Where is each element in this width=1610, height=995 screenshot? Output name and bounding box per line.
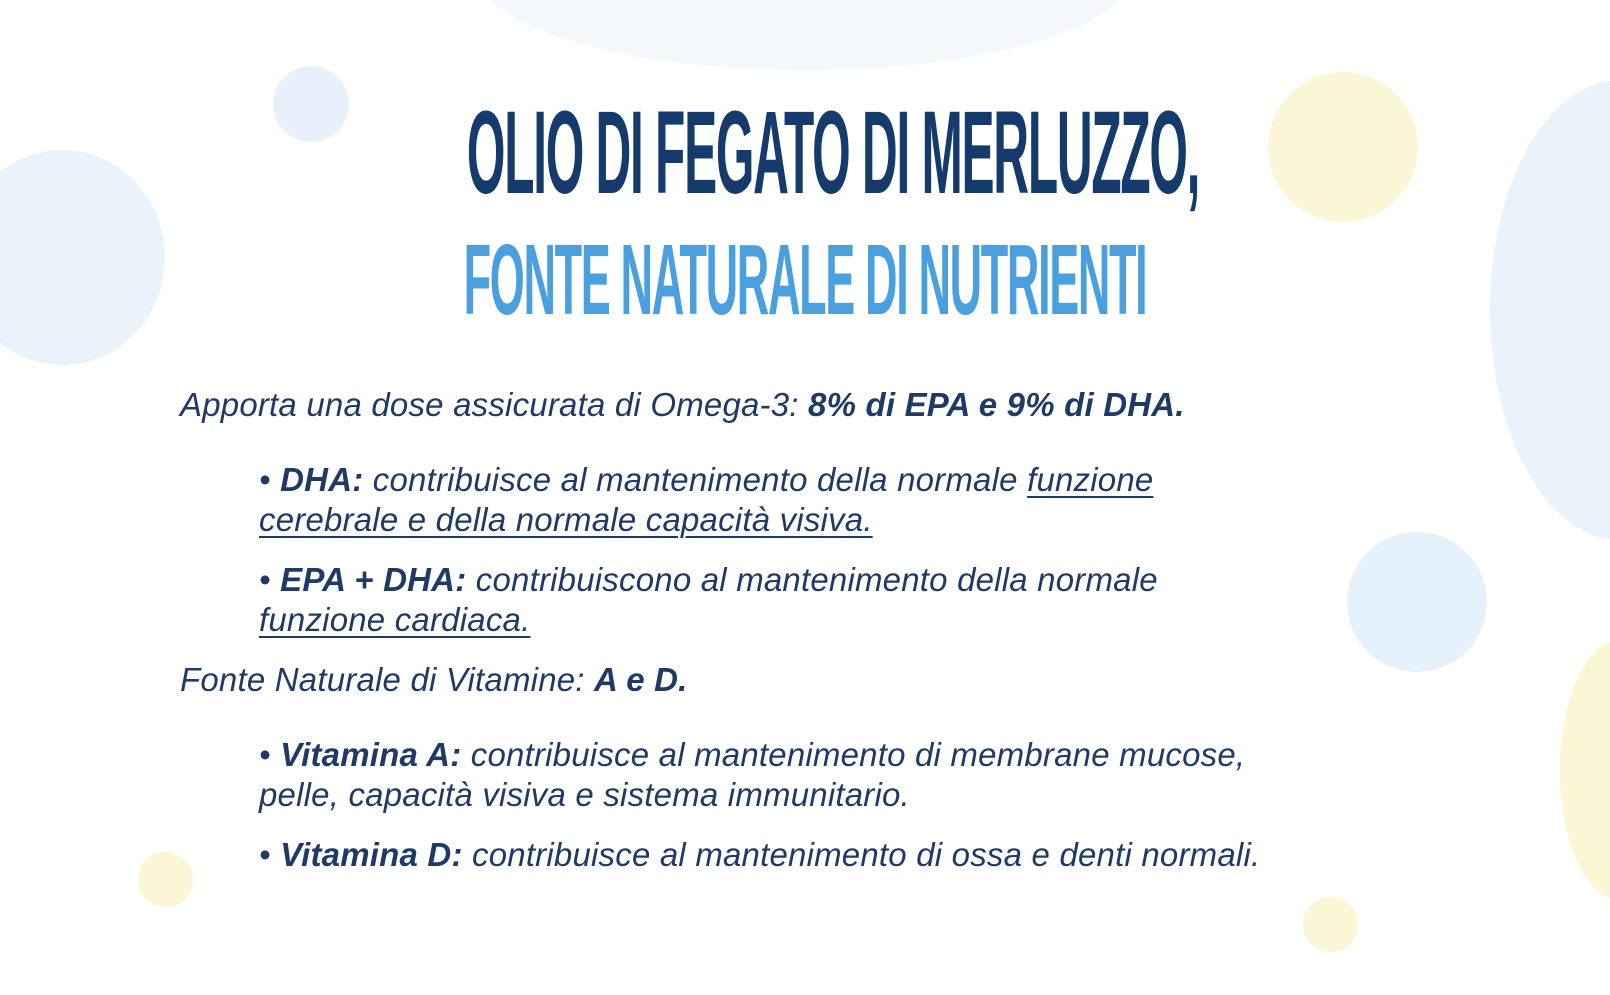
vitamins-intro-text: Fonte Naturale di Vitamine: (180, 661, 595, 698)
decorative-bubble (1347, 532, 1487, 672)
epa-dha-text: contribuiscono al mantenimento della normale (466, 561, 1158, 598)
title-line-1: OLIO DI FEGATO DI MERLUZZO, (466, 87, 1200, 219)
bullet: • (259, 736, 281, 773)
epa-dha-item-line-2 (259, 600, 530, 640)
decorative-bubble (1268, 72, 1418, 222)
bullet: • (259, 461, 281, 498)
vitamin-d-text: contribuisce al mantenimento di ossa e denti normali. (462, 836, 1261, 873)
bullet: • (259, 836, 281, 873)
dha-underlined-text-1: funzione (1027, 461, 1154, 498)
omega-intro-values: 8% di EPA e 9% di DHA. (808, 386, 1185, 423)
omega-intro-text: Apporta una dose assicurata di Omega-3: (180, 386, 809, 423)
decorative-bubble (0, 150, 165, 365)
dha-item-line-1 (259, 460, 1153, 500)
vitamin-a-label: Vitamina A: (280, 736, 462, 773)
vitamins-intro-values: A e D. (594, 661, 688, 698)
title-line-2: FONTE NATURALE DI NUTRIENTI (463, 224, 1147, 336)
vitamin-a-item-line-1 (259, 735, 1245, 775)
decorative-bubble (1303, 897, 1358, 952)
decorative-bubble (1560, 640, 1610, 900)
dha-item-line-2 (259, 500, 873, 540)
vitamin-a-text-2: pelle, capacità visiva e sistema immunitario. (259, 776, 910, 813)
epa-dha-underlined-text: funzione cardiaca. (259, 601, 531, 638)
epa-dha-item-line-1 (259, 560, 1158, 600)
background-glow (480, 0, 1130, 70)
vitamin-a-text-1: contribuisce al mantenimento di membrane mucose, (461, 736, 1246, 773)
dha-label: DHA: (280, 461, 364, 498)
decorative-bubble (273, 66, 349, 142)
vitamin-d-item (259, 835, 1260, 875)
dha-text: contribuisce al mantenimento della normale (363, 461, 1028, 498)
decorative-bubble (1490, 80, 1610, 540)
bullet: • (259, 561, 281, 598)
vitamin-d-label: Vitamina D: (280, 836, 463, 873)
omega-intro (180, 385, 1185, 425)
epa-dha-label: EPA + DHA: (280, 561, 467, 598)
vitamins-intro (180, 660, 688, 700)
vitamin-a-item-line-2 (259, 775, 910, 815)
dha-underlined-text-2: cerebrale e della normale capacità visiva. (259, 501, 873, 538)
decorative-bubble (138, 852, 193, 907)
